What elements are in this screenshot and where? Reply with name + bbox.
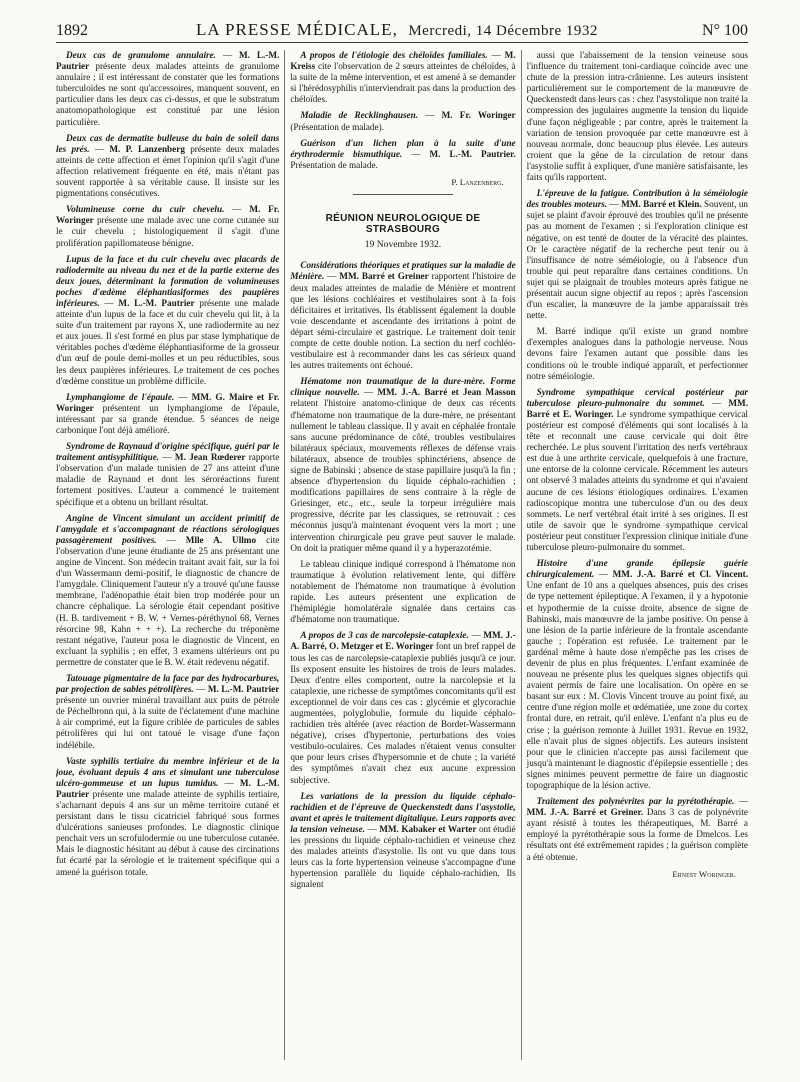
entry-authors: M. L.-M. Pautrier. bbox=[429, 148, 516, 159]
entry-text: Le syndrome sympathique cervical postérieur est composé d'éléments qui sont localisés à la tête et reconnaît une cause cervicale qui doit être recherchée. Le plus souvent l'irritation des nerfs vertébraux est due à une arthrite cervicale, quelquefois à une fracture, une entorse de la colonne cervicale. Récemment les auteurs ont observé 3 malades atteints du syndrome et qui n'avaient aucune de ces lésions étiologiques ordinaires. L'examen radioscopique montra une tuberculose d'un ou des deux sommets. Le nerf vertébral était irrité à ses origines. Il est utile de savoir que le syndrome sympathique cervical postérieur peut constituer l'expression clinique initiale d'une tuberculose pleuro-pulmonaire du sommet. bbox=[526, 408, 748, 553]
entry-dash: — bbox=[704, 397, 729, 408]
running-title bbox=[126, 20, 668, 40]
entry-authors: M. Fr. Woringer bbox=[56, 204, 280, 226]
entry-dash: — bbox=[156, 534, 186, 545]
entry-text: rapportent l'histoire de deux malades atteintes de maladie de Ménière et montrent que les lésions cochléaires et vestibulaires sont à la fois déficitaires et irritatives. Ils établissent également la double voie descendante et ascendante des irritations à point de départ sémi-circulaire et gastrique. Le traitement doit tenir compte de cette double notion. La section du nerf cochléo-vestibulaire est à recommander dans les cas sérieux quand les autres traitements ont échoué. bbox=[290, 271, 516, 371]
entry-title: Volumineuse corne du cuir chevelu. bbox=[66, 204, 225, 215]
entry-dash: — bbox=[324, 271, 340, 282]
entry-authors: MM. J.-A. Barré et Greiner. bbox=[526, 807, 644, 818]
article-entry bbox=[290, 791, 515, 891]
entry-title: Syndrome sympathique cervical postérieur par tuberculose pleuro-pulmonaire du sommet. bbox=[526, 386, 748, 408]
entry-title: Deux cas de granulome annulaire. bbox=[66, 50, 216, 60]
author-signature: Ernest Woringer. bbox=[672, 868, 736, 879]
entry-title: A propos de 3 cas de narcolepsie-cataplexie. bbox=[300, 630, 469, 641]
entry-dash: — bbox=[365, 823, 380, 834]
column-right bbox=[521, 50, 748, 1060]
issue-date: Mercredi, 14 Décembre 1932 bbox=[408, 23, 598, 39]
entry-dash: — bbox=[218, 777, 240, 788]
article-entry bbox=[56, 673, 279, 751]
entry-text: font un bref rappel de tous les cas de narcolepsie-cataplexie publiés jusqu'à ce jour. Ils exposent ensuite les histoires de trois de leurs malades. Deux d'entre elles comportent, outre la narcolepsie et la cataplexie, une richesse de symptômes concomitants qu'il est exceptionnel de voir dans ces cas : glycémie et glycorachie augmentées, polyglobulie, formule du liquide céphalo-rachidien très altérée (avec réaction de Bordet-Wassermann négative), crises d'hypertonie, perturbations des voies vestibulo-oculaires. Ces malades n'étaient venus consulter que pour leurs crises d'hypersomnie et de chute ; la variété des symptômes n'avait chez eux aucune expression subjective. bbox=[290, 641, 516, 785]
section-date: 19 Novembre 1932. bbox=[364, 239, 442, 251]
divider bbox=[353, 194, 453, 195]
entry-title: Lymphangiome de l'épaule. bbox=[66, 391, 175, 402]
page-header bbox=[56, 20, 748, 43]
entry-authors: MM. J.-A. Barré et Jean Masson bbox=[377, 387, 516, 398]
entry-text: Souvent, un sujet se plaint d'avoir éprouvé des troubles qu'il ne présente pas au moment de l'examen ; si l'exploration clinique est négative, on est tenté de douter de la véracité des plaintes. Or le caractère négatif de la recherche peut tenir ou à l'insuffisance de notre séméiologie, ou à l'absence d'un trouble qui peut reparaître dans certaines conditions. Un sujet qui se plaignait de troubles moteurs après fatigue ne présentait aucun signe objectif au repos ; après l'ascension d'un escalier, la manœuvre de la jambe apparaissait très nette. bbox=[526, 199, 748, 321]
dermatology-entries bbox=[290, 50, 515, 171]
entry-authors: M. Jean Rœderer bbox=[174, 452, 246, 463]
text-columns bbox=[56, 50, 748, 1060]
entry-authors: MM. Barré et Klein. bbox=[621, 199, 702, 210]
entry-text: Présentation de malade. bbox=[290, 159, 378, 170]
entry-dash: — bbox=[99, 297, 119, 308]
entry-dash: — bbox=[193, 684, 208, 695]
entry-authors: M. Kreiss bbox=[290, 50, 516, 72]
article-entry bbox=[56, 513, 279, 668]
entry-text: présente une malade avec une corne cutanée sur le cuir chevelu ; histologiquement il s'agit d'une prolifération papillomateuse bénigne. bbox=[56, 215, 280, 248]
entry-text: cite l'observation d'une jeune étudiante de 25 ans présentant une angine de Vincent. Son médecin traitant avait fait, sur la foi d'un Wassermann demi-positif, le diagnostic de chancre de l'amygdale. Cliniquement l'auteur n'y a trouvé qu'une fausse membrane, l'adénopathie était bien trop modérée pour un chancre céphalique. La sérologie était cependant positive (H. B. tardivement + B. W. + Vernes-péréthynol 68, Vernes résorcine 98, Kahn + + +). La recherche du tréponème restant négative, l'auteur posa le diagnostic de Vincent, en excluant la syphilis ; en effet, 3 examens ultérieurs ont pu permettre de constater que le B. W. était redevenu négatif. bbox=[56, 534, 280, 667]
entry-dash: — bbox=[89, 143, 110, 154]
article-entry bbox=[527, 188, 748, 321]
article-entry bbox=[290, 110, 515, 132]
entry-title: Les variations de la pression du liquide céphalo-rachidien et de l'épreuve de Queckenstedt dans l'asystolie, avant et après le traitement digitalique. Leurs rapports avec la tension veineuse. bbox=[290, 790, 516, 834]
entry-text: ont étudié les pressions du liquide céphalo-rachidien et veineuse chez des malades atteints d'asystolie. Ils ont vu que dans tous leurs cas la forte hypertension veineuse s'accompagne d'une hypertension parallèle du liquide céphalo-rachidien. Ils signalent bbox=[290, 823, 516, 890]
entry-authors: M. L.-M. Pautrier bbox=[118, 297, 195, 308]
article-entry bbox=[290, 376, 515, 554]
article-entry bbox=[527, 387, 748, 553]
entry-title: Vaste syphilis tertiaire du membre inférieur et de la joue, évoluant depuis 4 ans et simulant une tuberculose ulcéro-gommeuse et un lupus tumidus. bbox=[56, 755, 280, 788]
article-entry bbox=[56, 441, 279, 508]
entry-title: Traitement des polynévrites par la pyrétothérapie. bbox=[536, 796, 735, 807]
article-entry bbox=[290, 630, 515, 785]
entry-dash: — bbox=[224, 204, 250, 215]
entry-dash: — bbox=[607, 199, 622, 210]
article-entry bbox=[56, 133, 279, 200]
entry-title: Deux cas de dermatite bulleuse du bain de soleil dans les prés. bbox=[56, 132, 280, 154]
entry-title: Hématome non traumatique de la dure-mère. Forme clinique nouvelle. bbox=[290, 376, 516, 398]
entry-title: Maladie de Recklinghausen. bbox=[300, 110, 419, 121]
entry-authors: M. L.-M. Pautrier bbox=[56, 50, 280, 72]
page-year: 1892 bbox=[56, 22, 88, 39]
entry-authors: M. Fr. Woringer bbox=[441, 110, 516, 121]
entry-authors: M. L.-M. Pautrier bbox=[207, 684, 280, 695]
article-entry bbox=[290, 50, 515, 105]
journal-name: LA PRESSE MÉDICALE, bbox=[196, 20, 398, 39]
entry-authors: MM. Barré et Greiner bbox=[339, 271, 429, 282]
neurology-entries-continued bbox=[527, 50, 748, 863]
entry-authors: MM. J.-A. Barré, O. Metzger et E. Woringer bbox=[290, 630, 516, 652]
neurology-entries bbox=[290, 260, 515, 890]
entry-dash: — bbox=[215, 50, 239, 60]
entry-authors: MM. G. Maire et Fr. Woringer bbox=[56, 391, 280, 413]
entry-text: rapporte l'observation d'un malade tunisien de 27 ans atteint d'une maladie de Raynaud et dont les séroréactions furent fortement positives. L'auteur a commencé le traitement spécifique et a obtenu un brillant résultat. bbox=[56, 452, 280, 507]
entry-text: Le tableau clinique indiqué correspond à l'hématome non traumatique à évolution relativement lente, qui diffère notablement de l'hématome non traumatique à évolution rapide. Les auteurs présentent une explication de l'hémiplégie homolatérale signalée dans certains cas d'hématome non traumatique. bbox=[290, 558, 516, 625]
author-signature: P. Lanzenberg. bbox=[451, 176, 504, 187]
article-entry bbox=[527, 796, 748, 863]
entry-text: cite l'observation de 2 sœurs atteintes de chéloïdes, à la suite de la même intervention, et est amené à se demander si l'hérédosyphilis n'interviendrait pas dans la production des chéloïdes. bbox=[290, 61, 516, 105]
entry-title: Lupus de la face et du cuir chevelu avec placards de radiodermite au niveau du nez et de la partie externe des deux joues, déterminant la formation de volumineuses poches d'œdème éléphantiasiformes des paupières inférieures. bbox=[56, 253, 280, 308]
article-entry bbox=[56, 392, 279, 436]
section-heading: RÉUNION NEUROLOGIQUE DE STRASBOURG bbox=[325, 213, 481, 236]
entry-text: aussi que l'abaissement de la tension veineuse sous l'influence du traitement toni-cardiaque coïncide avec une chute de la pression intra-crânienne. Les auteurs insistent particulièrement sur le comportement de la manœuvre de Queckenstedt dans leurs cas : chez l'asystolique non traité la compression des jugulaires augmente la tension du liquide d'une façon négligeable ; par contre, après le traitement la variation de tension provoquée par cette manœuvre est à nouveau normale, donc beaucoup plus élevée. Les auteurs croient que la gêne de la circulation de retour dans l'asystolie suffit à expliquer, d'une manière satisfaisante, les faits qu'ils rapportent. bbox=[526, 50, 748, 183]
entry-text: présentent un lymphangiome de l'épaule, intéressant par sa grande étendue. 5 séances de neige carbonique l'ont déjà amélioré. bbox=[56, 402, 280, 435]
entry-text: Une enfant de 10 ans a quelques absences, puis des crises de type nettement épileptique. A l'examen, il y a hypotonie et hypothermie de la cuisse droite, absence de signe de Babinski, mais manœuvre de la jambe positive. On pense à une lésion de la partie inférieure de la frontale ascendante gauche ; l'opération est refusée. Le traitement par le gardénal même à haute dose n'empêche pas les crises de devenir de plus en plus fréquentes. L'enfant examinée de nouveau ne présente plus les quelques signes objectifs qui avaient permis de faire une localisation. On opère en se basant sur eux : M. Clovis Vincent trouve au point fixé, au centre d'une région molle et œdématiée, une zone du cortex frontal dure, en retrait, qu'il enlève. L'enfant n'a plus eu de crise ; la guérison remonte à Juillet 1931. Revue en 1932, elle n'avait plus de signes objectifs. Les auteurs insistent pour que le clinicien n'accepte pas aussi facilement que jusqu'à maintenant le diagnostic d'épilepsie essentielle ; des signes minimes peuvent permettre de faire un diagnostic topographique de la lésion active. bbox=[526, 580, 748, 790]
entry-text: M. Barré indique qu'il existe un grand nombre d'exemples analogues dans la pathologie nerveuse. Nous devons faire l'examen autant que possible dans les conditions où le trouble indiqué apparaît, et perfectionner notre séméiologie. bbox=[526, 326, 748, 381]
entry-dash: — bbox=[594, 569, 613, 580]
article-entry bbox=[290, 260, 515, 371]
column-middle bbox=[284, 50, 515, 1060]
entry-dash: — bbox=[159, 452, 175, 463]
entry-text: (Présentation de malade). bbox=[290, 121, 384, 132]
entry-title: A propos de l'étiologie des chéloïdes familiales. bbox=[300, 50, 488, 60]
entry-title: Guérison d'un lichen plan à la suite d'une érythrodermie bismuthique. bbox=[290, 137, 516, 159]
article-entry bbox=[56, 204, 279, 248]
entry-authors: Mlle A. Ullmo bbox=[185, 534, 257, 545]
entry-authors: MM. Kabaker et Warter bbox=[379, 823, 477, 834]
entry-dash: — bbox=[468, 630, 484, 641]
entry-text: présente une malade atteinte d'un lupus de la face et du cuir chevelu qui lit, à la suite d'un traitement par rayons X, une radiodermite au nez et aux joues. Il s'est formé en plus par stase lymphatique de véritables poches d'œdème éléphantiasiforme de la grosseur d'un œuf de poule demi-molles et un peu réductibles, sous les deux paupières inférieures. Le traitement de ces poches d'œdème constitue un problème difficile. bbox=[56, 297, 280, 386]
article-entry bbox=[290, 138, 515, 171]
article-entry bbox=[527, 558, 748, 791]
entry-authors: MM. Barré et E. Woringer. bbox=[526, 397, 748, 419]
entry-title: L'épreuve de la fatigue. Contribution à la séméiologie des troubles moteurs. bbox=[526, 188, 748, 210]
article-entry bbox=[527, 326, 748, 381]
issue-number: N° 100 bbox=[702, 22, 748, 39]
article-entry bbox=[56, 50, 279, 128]
entry-text: relatent l'histoire anatomo-clinique de deux cas récents d'hématome non traumatique de la dure-mère, ne présentant nullement le tableau classique. Il y avait en céphalée frontale sans aucune prédominance de côté, troubles vestibulaires bilatéraux spéciaux, mouvements réflexes de défense vrais bilatéraux, absence de troubles sphinctériens, absence de signe de Babinski ; absence de stase papillaire jusqu'à la fin ; absence d'hypertension du liquide céphalo-rachidien ; modifications papillaires de sens contraire à la règle de Griesinger, etc., etc., seule la torpeur irrégulière mais progressive, décrite par les classiques, se retrouvait : ces méconnus jusqu'à maintenant évoquent vers la mort ; une intervention chirurgicale peu grave peut sauver le malade. On doit la pratiquer même quand il y a hyperazotémie. bbox=[290, 398, 516, 553]
article-entry bbox=[56, 254, 279, 387]
article-entry bbox=[527, 50, 748, 183]
article-entry bbox=[56, 756, 279, 878]
article-entry bbox=[290, 559, 515, 626]
entry-text: présente deux malades atteints de granulome annulaire ; il est intéressant de constater que les formations tuberculoïdes ne sont qu'accessoires, manquent souvent, en particulier dans les deux cas ci-dessus, et que le substratum anatomopathologique est constitué par une lésion particulière. bbox=[56, 61, 280, 127]
entry-dash: — bbox=[487, 50, 505, 60]
entry-title: Considérations théoriques et pratiques sur la maladie de Ménière. bbox=[290, 260, 516, 282]
entry-authors: M. P. Lanzenberg bbox=[109, 143, 185, 154]
entry-text: Dans 3 cas de polynévrite ayant résisté à toutes les thérapeutiques, M. Barré a employé la pyrétothérapie sous la forme de Dmelcos. Les résultats ont été extrêmement rapides ; la guérison complète a été obtenue. bbox=[526, 807, 748, 862]
entry-dash: — bbox=[402, 148, 430, 159]
entry-title: Histoire d'une grande épilepsie guérie chirurgicalement. bbox=[526, 558, 748, 580]
entry-dash: — bbox=[174, 391, 192, 402]
entry-dash: — bbox=[734, 796, 748, 807]
entry-dash: — bbox=[359, 387, 378, 398]
entry-authors: MM. J.-A. Barré et Cl. Vincent. bbox=[612, 569, 748, 580]
entry-text: présente un ouvrier minéral travaillant aux puits de pétrole de Péchelbronn qui, à la suite de l'éclatement d'une machine à air comprimé, eut la figure criblée de particules de sables pétrolifères qui lui ont tatoué le visage d'une façon indélébile. bbox=[56, 695, 280, 750]
entry-title: Syndrome de Raynaud d'origine spécifique, guéri par le traitement antisyphilitique. bbox=[56, 441, 280, 463]
entry-dash: — bbox=[418, 110, 442, 121]
entry-title: Tatouage pigmentaire de la face par des hydrocarbures, par projection de sables pétrolifères. bbox=[56, 672, 280, 695]
entry-title: Angine de Vincent simulant un accident primitif de l'amygdale et s'accompagnant de réactions sérologiques passagèrement positives. bbox=[56, 512, 280, 545]
column-left bbox=[56, 50, 279, 1060]
entry-authors: M. L.-M. Pautrier bbox=[56, 777, 280, 799]
entry-text: présente deux malades atteints de cette affection et émet l'opinion qu'il s'agit d'une affection relativement fréquente en été, mais n'étant pas souvent rapportée à sa véritable cause. Il insiste sur les pigmentations consécutives. bbox=[56, 143, 280, 199]
entry-text: présente une malade atteinte de syphilis tertiaire, s'acharnant depuis 4 ans sur un même territoire cutané et persistant dans le tissu cicatriciel fabriqué sous formes d'ulcérations sanieuses profondes. Le diagnostic clinique penchait vers un scrofulodermie ou une tuberculose cutanée. Mais le diagnostic hésitant au début à cause des circinations fut écarté par la sérologie et le traitement spécifique qui a amené la guérison totale. bbox=[56, 788, 280, 877]
